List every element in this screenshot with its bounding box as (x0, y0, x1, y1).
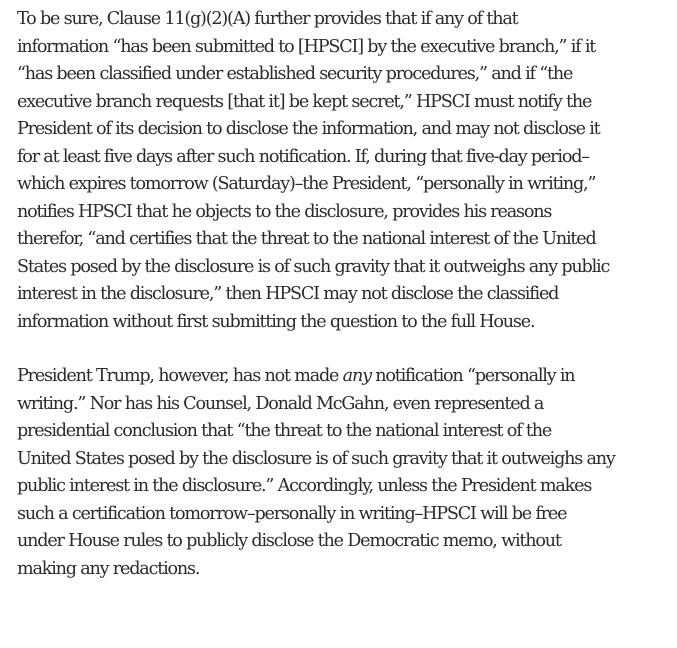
text-line: To be sure, Clause 11(g)(2)(A) further provides that if any of that (17, 9, 518, 29)
text-line: writing.” Nor has his Counsel, Donald McGahn, even represented a (17, 393, 544, 414)
text-line: presidential conclusion that “the threat to the national interest of the (17, 421, 552, 441)
text-line: “has been classified under established security procedures,” and if “the (17, 64, 573, 84)
text-line: therefor, “and certifies that the threat to the national interest of the United (17, 229, 596, 249)
emphasis-text: any (342, 366, 371, 386)
text-line (17, 363, 677, 391)
text-line: States posed by the disclosure is of such gravity that it outweighs any public (17, 256, 610, 277)
text-line: under House rules to publicly disclose the Democratic memo, without (17, 531, 561, 551)
document-body (17, 6, 677, 583)
text-line: information “has been submitted to [HPSCI] by the executive branch,” if it (17, 36, 596, 57)
text-segment: President Trump, however, has not made (17, 366, 343, 386)
text-line: United States posed by the disclosure is of such gravity that it outweighs any (17, 448, 615, 469)
text-line: such a certification tomorrow–personally in writing–HPSCI will be free (17, 503, 567, 524)
text-line: for at least five days after such notification. If, during that five-day period– (17, 146, 589, 167)
text-line: interest in the disclosure,” then HPSCI may not disclose the classified (17, 284, 559, 304)
text-line: President of its decision to disclose the information, and may not disclose it (17, 119, 600, 139)
text-line: making any redactions. (17, 558, 200, 579)
paragraph-clause-11 (17, 6, 677, 336)
text-line: public interest in the disclosure.” Accordingly, unless the President makes (17, 476, 592, 496)
text-segment: notification “personally in (370, 366, 575, 386)
text-line: notifies HPSCI that he objects to the disclosure, provides his reasons (17, 201, 552, 222)
text-line: executive branch requests [that it] be kept secret,” HPSCI must notify the (17, 91, 592, 112)
text-line: which expires tomorrow (Saturday)–the President, “personally in writing,” (17, 174, 596, 194)
text-line: information without first submitting the question to the full House. (17, 311, 535, 332)
paragraph-president-trump (17, 363, 677, 583)
